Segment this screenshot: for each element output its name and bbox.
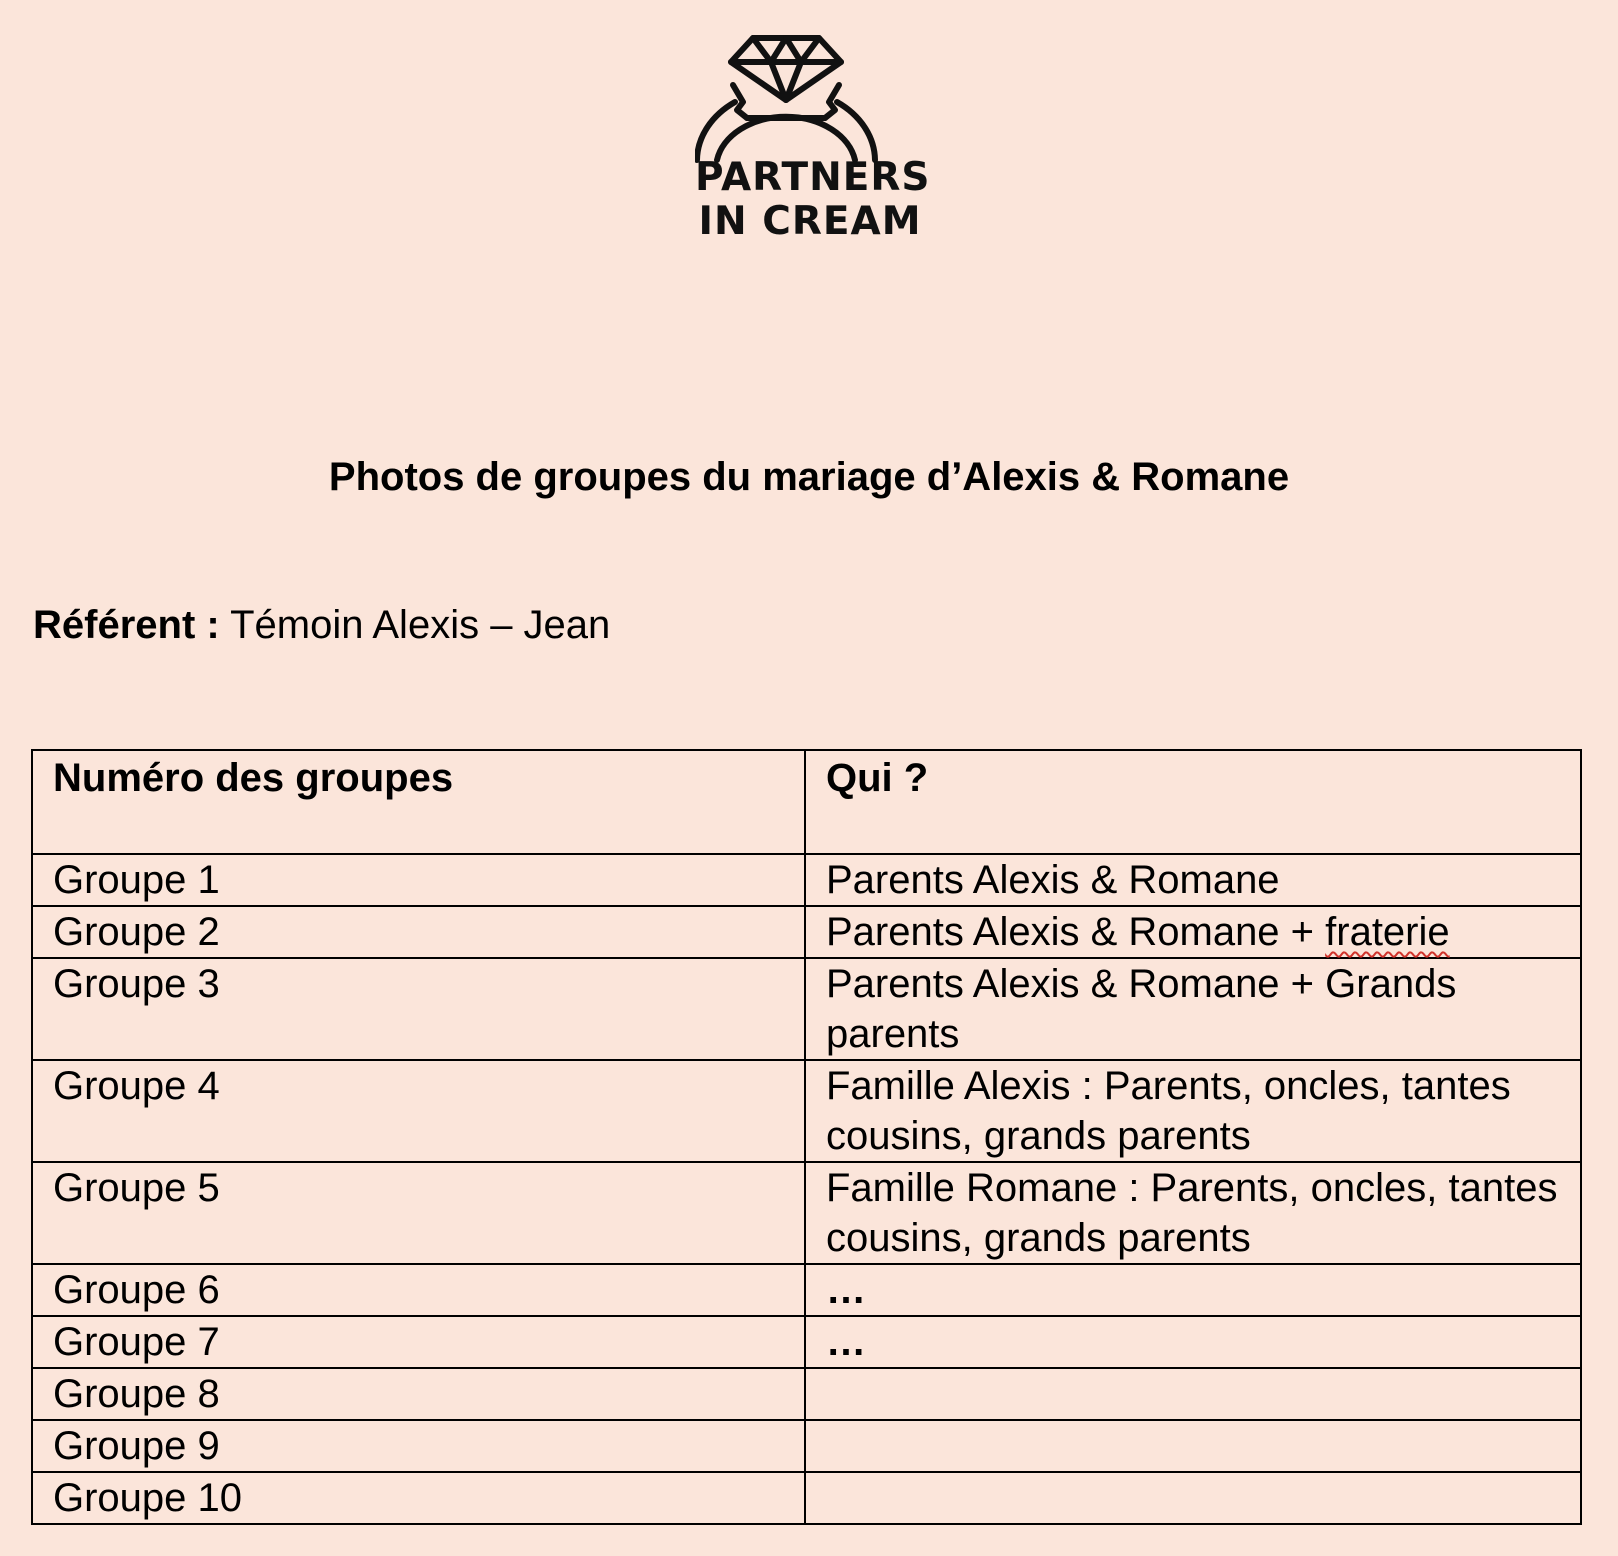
table-row	[32, 906, 1581, 958]
who-cell: Parents Alexis & Romane + Grands parents	[805, 958, 1581, 1060]
group-cell: Groupe 4	[32, 1060, 805, 1162]
who-cell: Parents Alexis & Romane	[805, 854, 1581, 906]
who-cell	[805, 1472, 1581, 1524]
group-cell: Groupe 10	[32, 1472, 805, 1524]
diamond-ring-icon	[695, 30, 925, 170]
logo-text-line2: IN CREAM	[698, 199, 922, 244]
group-cell: Groupe 9	[32, 1420, 805, 1472]
group-cell: Groupe 2	[32, 906, 805, 958]
who-cell	[805, 1420, 1581, 1472]
group-cell: Groupe 8	[32, 1368, 805, 1420]
who-cell	[805, 906, 1581, 958]
table-row	[32, 1420, 1581, 1472]
document-title: Photos de groupes du mariage d’Alexis & Romane	[328, 455, 1290, 499]
who-cell: …	[805, 1316, 1581, 1368]
header-who: Qui ?	[805, 750, 1581, 854]
referent-label: Référent :	[33, 603, 220, 647]
groups-table	[31, 749, 1582, 1525]
table-row	[32, 1472, 1581, 1524]
referent-value: Témoin Alexis – Jean	[230, 603, 611, 647]
table-row	[32, 958, 1581, 1060]
table-row	[32, 1316, 1581, 1368]
table-row	[32, 1264, 1581, 1316]
who-text: Parents Alexis & Romane +	[826, 910, 1326, 954]
who-cell: Famille Alexis : Parents, oncles, tantes cousins, grands parents	[805, 1060, 1581, 1162]
who-cell: Famille Romane : Parents, oncles, tantes cousins, grands parents	[805, 1162, 1581, 1264]
logo-text-line1: PARTNERS	[695, 155, 931, 200]
table-header-row	[32, 750, 1581, 854]
who-cell: …	[805, 1264, 1581, 1316]
header-group-number: Numéro des groupes	[32, 750, 805, 854]
group-cell: Groupe 1	[32, 854, 805, 906]
spellcheck-flagged-word[interactable]: fraterie	[1325, 910, 1450, 954]
who-cell	[805, 1368, 1581, 1420]
group-cell: Groupe 6	[32, 1264, 805, 1316]
table-row	[32, 854, 1581, 906]
table-row	[32, 1162, 1581, 1264]
group-cell: Groupe 7	[32, 1316, 805, 1368]
referent-line	[33, 603, 610, 647]
group-cell: Groupe 5	[32, 1162, 805, 1264]
group-cell: Groupe 3	[32, 958, 805, 1060]
table-row	[32, 1060, 1581, 1162]
table-row	[32, 1368, 1581, 1420]
brand-logo	[695, 30, 931, 245]
